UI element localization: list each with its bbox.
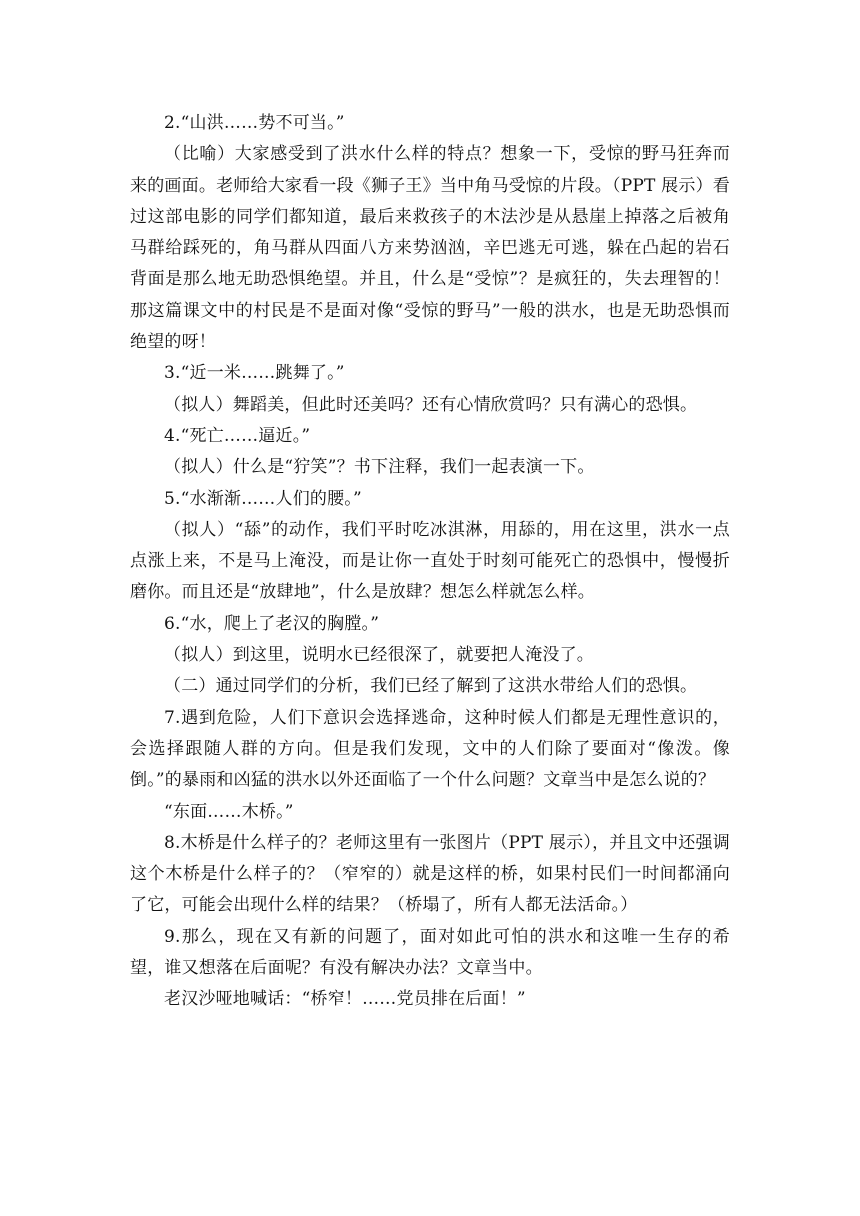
paragraph-item-3: 3.“近一米……跳舞了。” — [164, 363, 345, 384]
paragraph-quote-old-man: 老汉沙哑地喊话：“桥窄！……党员排在后面！” — [164, 989, 526, 1010]
paragraph-quote-bridge: “东面……木桥。” — [164, 801, 294, 822]
paragraph-item-4: 4.“死亡……逼近。” — [164, 425, 311, 446]
paragraph-personification-dance: （拟人）舞蹈美，但此时还美吗？还有心情欣赏吗？只有满心的恐惧。 — [164, 394, 698, 415]
paragraph-personification-chest: （拟人）到这里，说明水已经很深了，就要把人淹没了。 — [164, 645, 594, 666]
document-page — [130, 108, 730, 1016]
paragraph-metaphor-analysis: （比喻）大家感受到了洪水什么样的特点？想象一下，受惊的野马狂奔而来的画面。老师给大家看一段《狮子王》当中角马受惊的片段。（PPT 展示）看过这部电影的同学们都知道，最后来救孩子的木法沙是从悬崖上掉落之后被角马群给踩死的，角马群从四面八方来势汹汹，辛巴逃无可逃，躲在凸起的岩石背面是那么地无助恐惧绝望。并且，什么是“受惊”？是疯狂的，失去理智的！那这篇课文中的村民是不是面对像“受惊的野马”一般的洪水，也是无助恐惧而绝望的呀！ — [130, 144, 730, 353]
paragraph-item-7: 7.遇到危险，人们下意识会选择逃命，这种时候人们都是无理性意识的，会选择跟随人群的方向。但是我们发现，文中的人们除了要面对“像泼。像倒。”的暴雨和凶猛的洪水以外还面临了一个什么问题？文章当中是怎么说的？ — [130, 707, 730, 791]
paragraph-section-two: （二）通过同学们的分析，我们已经了解到了这洪水带给人们的恐惧。 — [164, 676, 698, 697]
paragraph-item-8: 8.木桥是什么样子的？老师这里有一张图片（PPT 展示），并且文中还强调这个木桥是什么样子的？（窄窄的）就是这样的桥，如果村民们一时间都涌向了它，可能会出现什么样的结果？（桥塌了，所有人都无法活命。） — [130, 832, 730, 916]
paragraph-item-2: 2.“山洪……势不可当。” — [164, 113, 345, 133]
paragraph-item-6: 6.“水，爬上了老汉的胸膛。” — [164, 613, 380, 634]
paragraph-item-5: 5.“水渐渐……人们的腰。” — [164, 488, 362, 509]
paragraph-personification-lick: （拟人）“舔”的动作，我们平时吃冰淇淋，用舔的，用在这里，洪水一点点涨上来，不是马上淹没，而是让你一直处于时刻可能死亡的恐惧中，慢慢折磨你。而且还是“放肆地”，什么是放肆？想怎么样就怎么样。 — [130, 519, 730, 603]
paragraph-personification-grin: （拟人）什么是“狞笑”？书下注释，我们一起表演一下。 — [164, 457, 595, 478]
paragraph-item-9: 9.那么，现在又有新的问题了，面对如此可怕的洪水和这唯一生存的希望，谁又想落在后面呢？有没有解决办法？文章当中。 — [130, 926, 730, 979]
